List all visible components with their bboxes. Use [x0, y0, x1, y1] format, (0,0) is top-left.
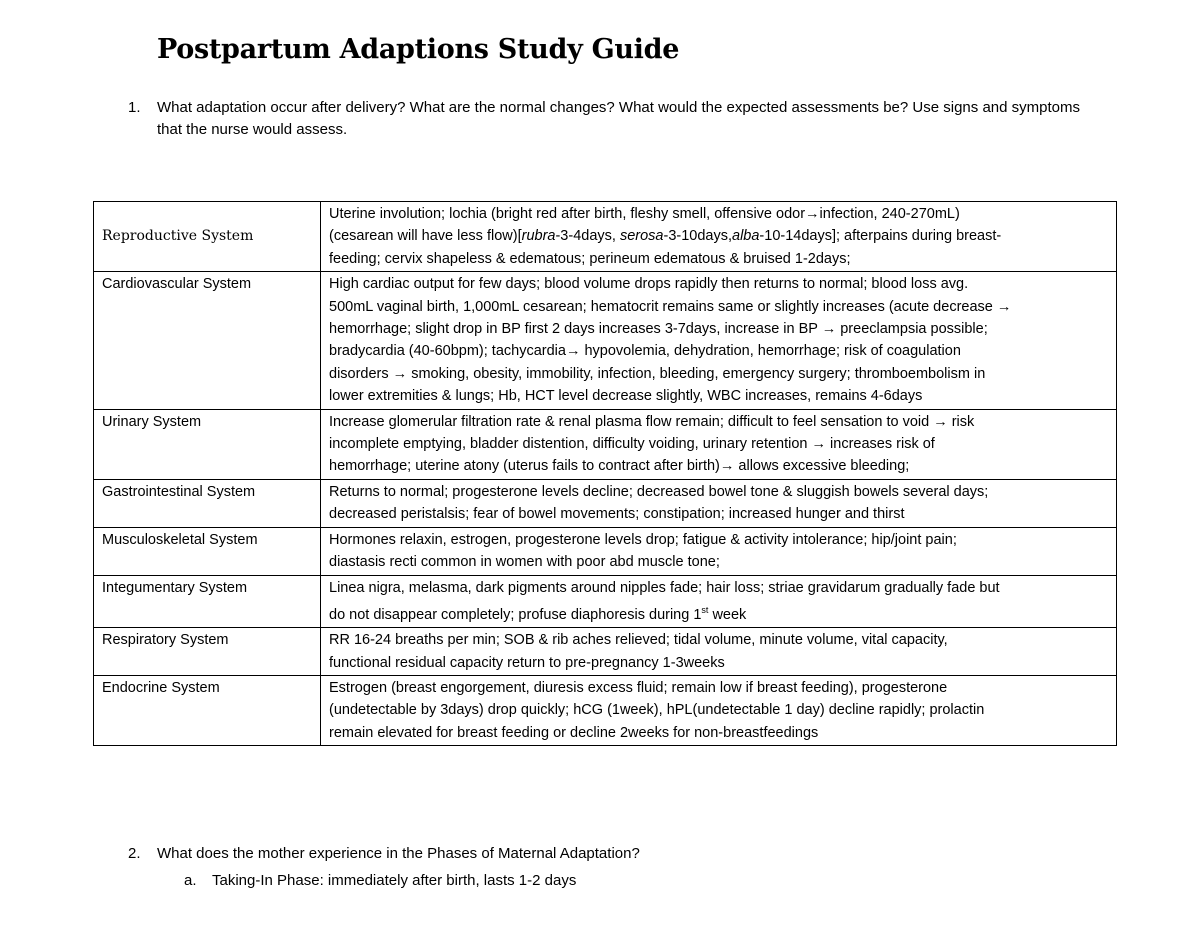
description-line: Estrogen (breast engorgement, diuresis excess fluid; remain low if breast feeding), progesterone: [329, 679, 948, 696]
description-line: Returns to normal; progesterone levels decline; decreased bowel tone & sluggish bowels several days;: [329, 483, 989, 500]
system-name: Cardiovascular System: [94, 272, 321, 409]
description-line: remain elevated for breast feeding or decline 2weeks for non-breastfeedings: [329, 724, 819, 741]
system-description: [321, 628, 1117, 676]
description-line: functional residual capacity return to pre-pregnancy 1-3weeks: [329, 654, 725, 671]
description-line: hemorrhage; uterine atony (uterus fails to contract after birth)→ allows excessive bleeding;: [329, 458, 910, 475]
question-text: What does the mother experience in the Phases of Maternal Adaptation?: [157, 845, 640, 862]
system-name: Respiratory System: [94, 628, 321, 676]
table-row: [94, 575, 1117, 628]
description-line: decreased peristalsis; fear of bowel movements; constipation; increased hunger and thirst: [329, 506, 905, 523]
system-description: [321, 409, 1117, 479]
table-row: [94, 628, 1117, 676]
question-text: What adaptation occur after delivery? What are the normal changes? What would the expected assessments be? Use signs and symptoms that the nurse would assess.: [157, 99, 1080, 138]
description-line: bradycardia (40-60bpm); tachycardia→ hypovolemia, dehydration, hemorrhage; risk of coagulation: [329, 343, 961, 360]
description-line: Hormones relaxin, estrogen, progesterone levels drop; fatigue & activity intolerance; hip/joint pain;: [329, 531, 957, 548]
system-description: [321, 575, 1117, 628]
subitem-label: Taking-In Phase: [212, 872, 320, 889]
table-row: [94, 202, 1117, 272]
description-line: Linea nigra, melasma, dark pigments around nipples fade; hair loss; striae gravidarum gradually fade but: [329, 579, 1000, 596]
table-row: [94, 675, 1117, 745]
table-row: [94, 272, 1117, 409]
question-number: 2.: [128, 845, 141, 862]
system-name: Endocrine System: [94, 675, 321, 745]
description-line: do not disappear completely; profuse diaphoresis during 1st week: [329, 604, 747, 623]
system-description: [321, 202, 1117, 272]
system-name: Reproductive System: [94, 202, 321, 272]
system-description: [321, 272, 1117, 409]
description-line: diastasis recti common in women with poor abd muscle tone;: [329, 554, 720, 571]
table-row: [94, 409, 1117, 479]
document-title: Postpartum Adaptions Study Guide: [157, 34, 680, 65]
system-name: Gastrointestinal System: [94, 479, 321, 527]
system-name: Integumentary System: [94, 575, 321, 628]
description-line: Increase glomerular filtration rate & renal plasma flow remain; difficult to feel sensation to void → risk: [329, 413, 975, 430]
description-line: disorders → smoking, obesity, immobility, infection, bleeding, emergency surgery; thromboembolism in: [329, 365, 986, 382]
table-row: [94, 479, 1117, 527]
description-line: (undetectable by 3days) drop quickly; hCG (1week), hPL(undetectable 1 day) decline rapidly; prolactin: [329, 702, 985, 719]
table-row: [94, 527, 1117, 575]
system-description: [321, 527, 1117, 575]
system-description: [321, 675, 1117, 745]
subitem-detail: : immediately after birth, lasts 1-2 days: [319, 872, 577, 889]
subitem-text: [212, 870, 576, 892]
subitem-letter: a.: [184, 872, 197, 889]
description-line: lower extremities & lungs; Hb, HCT level decrease slightly, WBC increases, remains 4-6days: [329, 388, 923, 405]
question-number: 1.: [128, 99, 141, 116]
description-line: feeding; cervix shapeless & edematous; perineum edematous & bruised 1-2days;: [329, 250, 851, 267]
system-description: [321, 479, 1117, 527]
system-name: Urinary System: [94, 409, 321, 479]
description-line: 500mL vaginal birth, 1,000mL cesarean; hematocrit remains same or slightly increases (acute decrease →: [329, 298, 1012, 315]
description-line: (cesarean will have less flow)[rubra-3-4days, serosa-3-10days,alba-10-14days]; afterpains during breast-: [329, 228, 1002, 245]
description-line: Uterine involution; lochia (bright red after birth, fleshy smell, offensive odor→infection, 240-270mL): [329, 206, 960, 222]
description-line: incomplete emptying, bladder distention, difficulty voiding, urinary retention → increases risk of: [329, 436, 935, 453]
system-name: Musculoskeletal System: [94, 527, 321, 575]
body-systems-table: [93, 201, 1117, 746]
description-line: High cardiac output for few days; blood volume drops rapidly then returns to normal; blood loss avg.: [329, 276, 969, 293]
description-line: hemorrhage; slight drop in BP first 2 days increases 3-7days, increase in BP → preeclampsia possible;: [329, 321, 988, 338]
description-line: RR 16-24 breaths per min; SOB & rib aches relieved; tidal volume, minute volume, vital capacity,: [329, 632, 948, 649]
